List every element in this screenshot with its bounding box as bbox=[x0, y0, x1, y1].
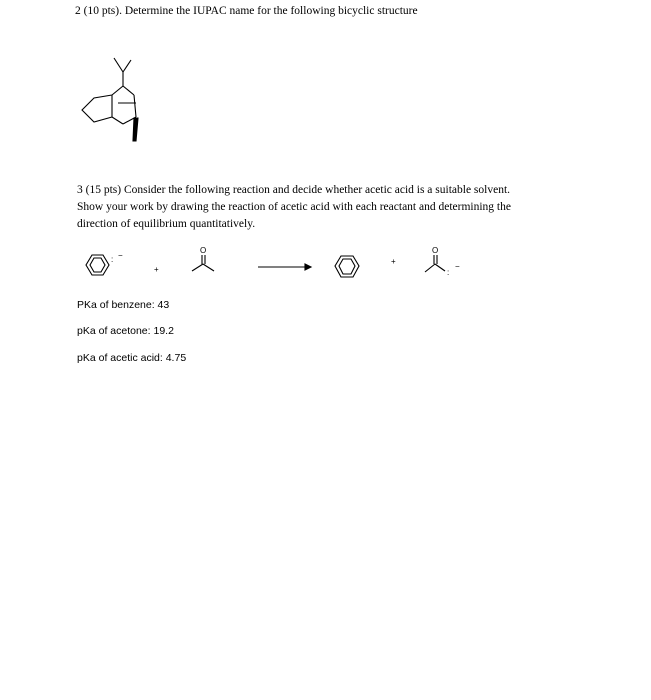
pka-benzene: PKa of benzene: 43 bbox=[77, 299, 170, 311]
question-2-prompt: 2 (10 pts). Determine the IUPAC name for the following bicyclic structure bbox=[75, 5, 418, 17]
pka-acetic-acid: pKa of acetic acid: 4.75 bbox=[77, 352, 187, 364]
wedge-methyl bbox=[133, 118, 138, 141]
question-3-line-1: 3 (15 pts) Consider the following reaction and decide whether acetic acid is a suitable solvent. bbox=[77, 184, 511, 196]
question-3-prompt bbox=[77, 182, 577, 233]
plus-sign-right: + bbox=[391, 257, 396, 266]
phenyl-lone-pair: : bbox=[111, 255, 114, 264]
phenyl-anion-inner-ring bbox=[90, 258, 105, 272]
methyl-bond-right bbox=[123, 60, 131, 72]
question-3-line-3: direction of equilibrium quantitatively. bbox=[77, 218, 256, 230]
enolate-oxygen: O bbox=[432, 246, 439, 255]
phenyl-charge: − bbox=[118, 251, 123, 260]
benzene-inner-ring bbox=[339, 259, 355, 274]
acetone-oxygen: O bbox=[200, 246, 207, 255]
bicyclic-structure bbox=[82, 58, 138, 141]
question-3-line-2: Show your work by drawing the reaction of acetic acid with each reactant and determining the bbox=[77, 201, 511, 213]
enolate-lone-pair: : bbox=[447, 268, 450, 277]
five-member-ring bbox=[82, 95, 112, 122]
pka-acetone: pKa of acetone: 19.2 bbox=[77, 325, 174, 337]
plus-sign-left: + bbox=[154, 265, 159, 274]
enolate-charge: − bbox=[455, 262, 460, 271]
methyl-bond-left bbox=[114, 58, 123, 72]
